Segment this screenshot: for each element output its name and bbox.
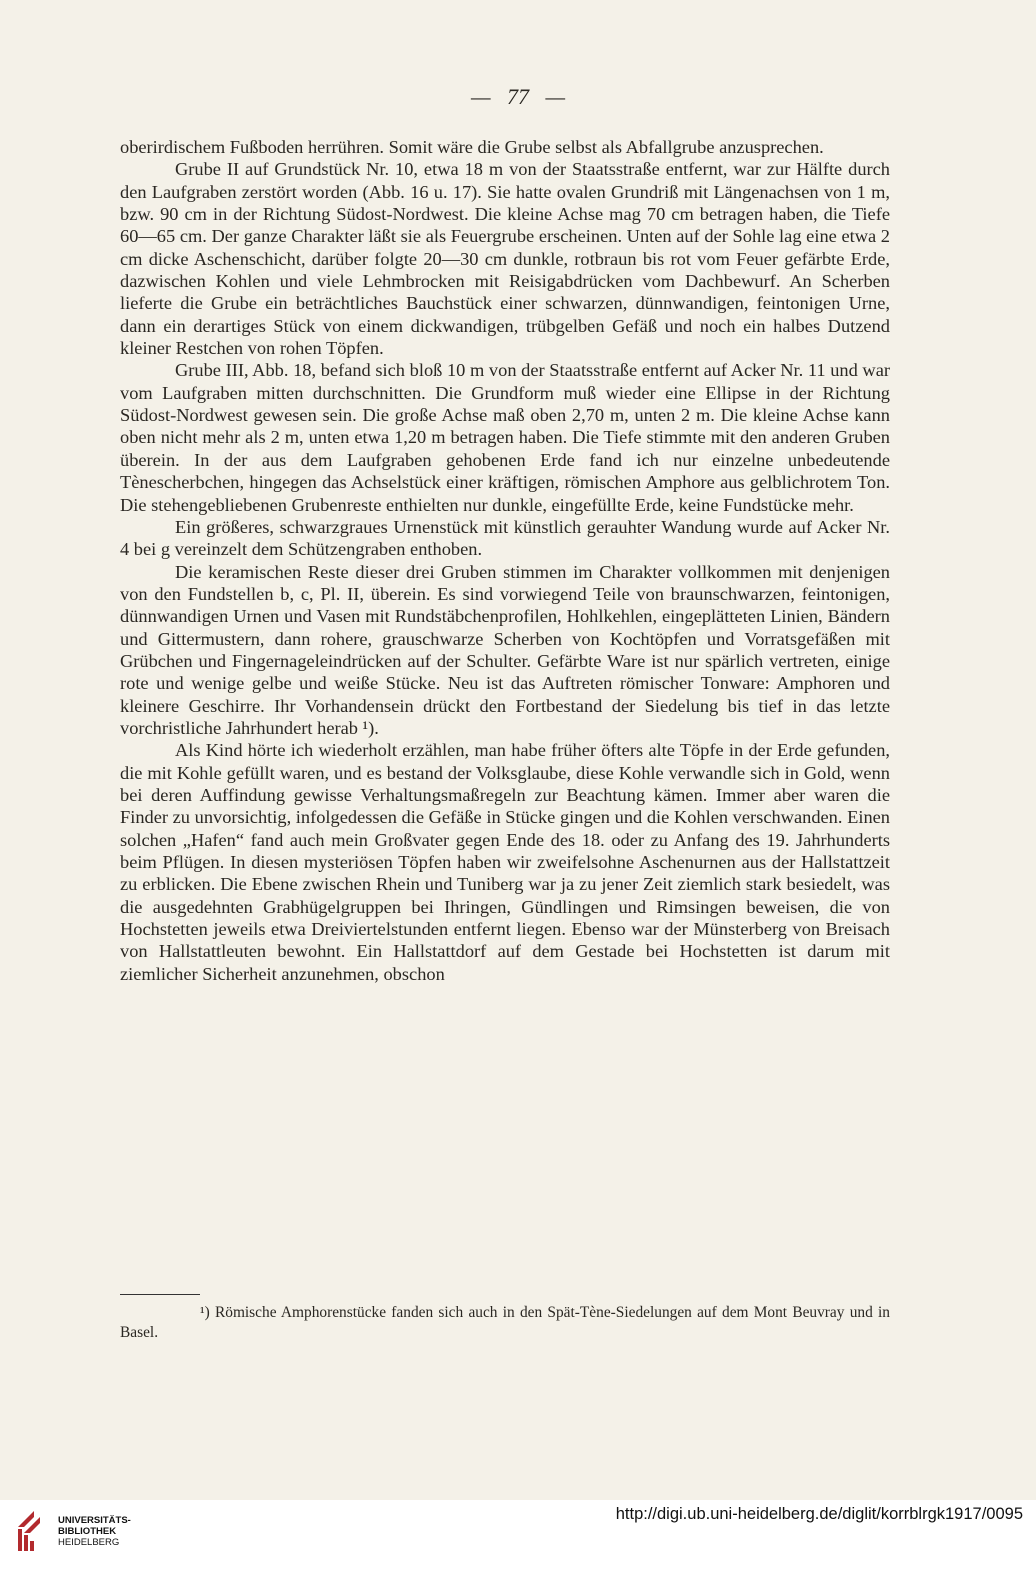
footnote-divider: [120, 1294, 200, 1295]
source-url-link[interactable]: http://digi.ub.uni-heidelberg.de/diglit/korrblrgk1917/0095: [615, 1505, 1023, 1523]
paragraph: Die keramischen Reste dieser drei Gruben stimmen im Charakter vollkommen mit denjenigen von den Fundstellen b, c, Pl. II, überein. Es sind vorwiegend Teile von braunschwarzen, feintonigen, dünnwandigen Urnen und Vasen mit Rundstäbchenprofilen, Hohlkehlen, eingeplätteten Linien, Bändern und Gittermustern, dann rohere, grauschwarze Scherben von Kochtöpfen und Vorratsgefäßen mit Grübchen und Fingernageleindrücken auf der Schulter. Gefärbte Ware ist nur spärlich vertreten, einige rote und wenige gelbe und weiße Stücke. Neu ist das Auftreten römischer Tonware: Amphoren und kleinere Geschirre. Ihr Vorhandensein drückt den Fortbestand der Siedelung bis tief in das letzte vorchristliche Jahrhundert herab ¹).: [120, 561, 890, 738]
paragraph: Als Kind hörte ich wiederholt erzählen, man habe früher öfters alte Töpfe in der Erde gefunden, die mit Kohle gefüllt waren, und es bestand der Volksglaube, diese Kohle verwandle sich in Gold, wenn bei deren Auffindung gewisse Verhaltungsmaßregeln zur Beachtung kämen. Immer aber waren die Finder zu unvorsichtig, infolgedessen die Gefäße in Stücke gingen und die Kohlen verschwanden. Einen solchen „Hafen“ fand auch mein Großvater gegen Ende des 18. oder zu Anfang des 19. Jahrhunderts beim Pflügen. In diesen mysteriösen Töpfen haben wir zweifelsohne Aschenurnen aus der Hallstattzeit zu erblicken. Die Ebene zwischen Rhein und Tuniberg war ja zu jener Zeit ziemlich stark besiedelt, was die ausgedehnten Grabhügelgruppen bei Ihringen, Gündlingen und Rimsingen beweisen, die von Hochstetten jeweils etwa Dreiviertelstunden entfernt liegen. Ebenso war der Münsterberg von Breisach von Hallstattleuten bewohnt. Ein Hallstattdorf auf dem Gestade bei Hochstetten ist darum mit ziemlicher Sicherheit anzunehmen, obschon: [120, 740, 890, 984]
page-number-value: 77: [507, 84, 529, 109]
page-number-dash-left: —: [470, 84, 491, 109]
page-number-dash-right: —: [545, 84, 566, 109]
footnote: [120, 1303, 890, 1343]
library-logo-icon: [14, 1507, 52, 1555]
paragraph: Grube II auf Grundstück Nr. 10, etwa 18 m von der Staatsstraße entfernt, war zur Hälfte durch den Laufgraben zerstört worden (Abb. 16 u. 17). Sie hatte ovalen Grundriß mit Längenachsen von 1 m, bzw. 90 cm in der Richtung Südost-Nordwest. Die kleine Achse mag 70 cm betragen haben, die Tiefe 60—65 cm. Der ganze Charakter läßt sie als Feuergrube erscheinen. Unten auf der Sohle lag eine etwa 2 cm dicke Aschenschicht, darüber folgte 20—30 cm dunkle, rotbraun bis rot vom Feuer gefärbte Erde, dazwischen Kohlen und viele Lehmbrocken mit Reisigabdrücken vom Dachbewurf. An Scherben lieferte die Grube ein beträchtliches Bauchstück einer schwarzen, dünnwandigen, feintonigen Urne, dann ein derartiges Stück von einem dickwandigen, trübgelben Gefäß und noch ein halbes Dutzend kleiner Restchen von rohen Töpfen.: [120, 159, 890, 359]
footnote-text: ¹) Römische Amphorenstücke fanden sich auch in den Spät-Tène-Siedelungen auf dem Mont Beuvray und in Basel.: [120, 1304, 890, 1341]
paragraph: oberirdischem Fußboden herrühren. Somit wäre die Grube selbst als Abfallgrube anzusprechen.: [120, 137, 824, 157]
library-name-line: BIBLIOTHEK: [58, 1526, 117, 1537]
library-name-line: HEIDELBERG: [58, 1537, 120, 1548]
paragraph: Ein größeres, schwarzgraues Urnenstück mit künstlich gerauhter Wandung wurde auf Acker Nr. 4 bei g vereinzelt dem Schützengraben enthoben.: [120, 516, 890, 560]
library-name-line: UNIVERSITÄTS-: [58, 1515, 131, 1526]
body-text: [120, 136, 890, 985]
library-name: [58, 1515, 131, 1548]
paragraph: Grube III, Abb. 18, befand sich bloß 10 m von der Staatsstraße entfernt auf Acker Nr. 11 und war vom Laufgraben mitten durchschnitten. Die Grundform muß wieder eine Ellipse in der Richtung Südost-Nordwest gewesen sein. Die große Achse maß oben 2,70 m, unten 2 m. Die kleine Achse kann oben nicht mehr als 2 m, unten etwa 1,20 m betragen haben. Die Tiefe stimmte mit den anderen Gruben überein. In der aus dem Laufgraben gehobenen Erde fand ich nur einzelne unbedeutende Tènescherbchen, hingegen das Achselstück einer kräftigen, römischen Amphore aus gelblichrotem Ton. Die stehengebliebenen Grubenreste enthielten nur dunkle, eingefüllte Erde, keine Fundstücke mehr.: [120, 360, 890, 515]
page-number: [0, 84, 1036, 110]
